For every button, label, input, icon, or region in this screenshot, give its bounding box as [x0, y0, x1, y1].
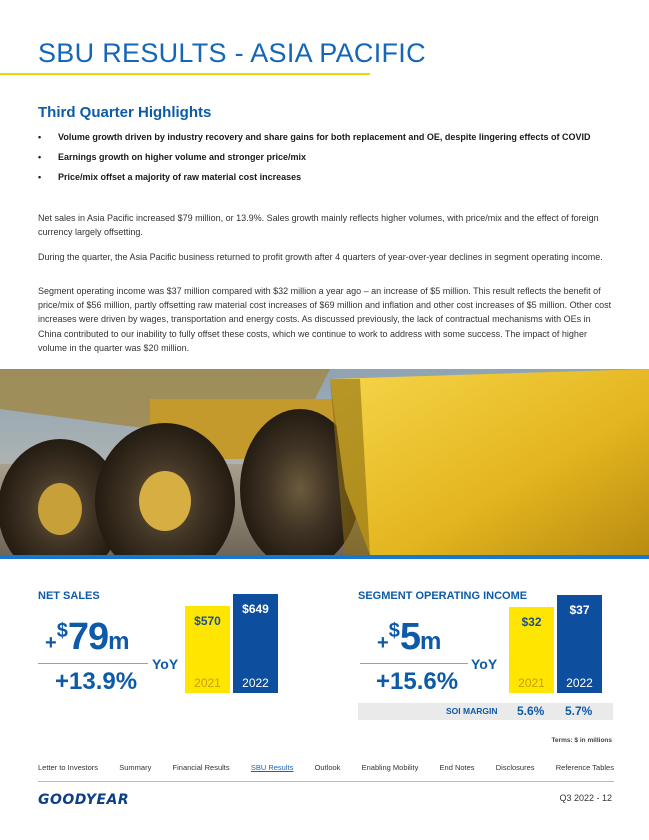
page-title: SBU RESULTS - ASIA PACIFIC [38, 38, 426, 68]
soi-margin-label: SOI MARGIN [446, 706, 498, 716]
nav-sbu-results[interactable]: SBU Results [250, 763, 294, 772]
highlight-item [38, 152, 618, 172]
nav-reference-tables[interactable]: Reference Tables [555, 763, 614, 772]
nav-end-notes[interactable]: End Notes [439, 763, 475, 772]
goodyear-logo [38, 792, 129, 808]
nav-outlook[interactable]: Outlook [314, 763, 341, 772]
net-sales-unit: m [108, 628, 130, 655]
highlight-item [38, 132, 618, 152]
footer-rule [38, 781, 614, 782]
net-sales-bar-2022-year: 2022 [242, 676, 269, 690]
highlight-text: Earnings growth on higher volume and stronger price/mix [58, 152, 307, 162]
soi-margin-2022: 5.7% [565, 704, 593, 718]
soi-margin-row [358, 703, 613, 720]
net-sales-rule [38, 663, 148, 664]
soi-bar-2022 [557, 595, 602, 693]
soi-sign: + [377, 632, 389, 654]
terms-note: Terms: $ in millions [551, 737, 612, 744]
highlight-text: Price/mix offset a majority of raw material cost increases [58, 172, 302, 182]
soi-unit: m [419, 628, 442, 655]
net-sales-yoy: YoY [152, 656, 179, 672]
title-underline [0, 73, 370, 75]
net-sales-bar-2021 [185, 606, 230, 693]
soi-dollar: $ [388, 620, 400, 642]
soi-percent: +15.6% [376, 668, 459, 695]
soi-bar-2022-year: 2022 [566, 676, 593, 690]
highlights-list [38, 132, 618, 192]
soi-heading: SEGMENT OPERATING INCOME [358, 590, 528, 602]
highlight-text: Volume growth driven by industry recovery and share gains for both replacement and OE, despite lingering effects of COVID [58, 132, 591, 142]
highlights-heading: Third Quarter Highlights [38, 104, 212, 121]
net-sales-bar-2021-year: 2021 [194, 676, 221, 690]
soi-bar-2021 [509, 607, 554, 693]
net-sales-heading: NET SALES [38, 590, 100, 602]
net-sales-percent: +13.9% [55, 668, 138, 695]
soi-yoy: YoY [471, 656, 498, 672]
segment-income-paragraph: Segment operating income was $37 million compared with $32 million a year ago – an increase of $5 million. This result reflects the benefit of price/mix of $56 million, partly offsetting raw material cost increases of $69 million and inflation and other cost increases of $5 million. Other cost increases were driven by wages, transportation and energy costs. As discussed previously, the lack of contractual mechanisms with OEs in China contributed to our inability to fully offset these costs, which we continue to work to address with some success. The impact of higher volume in the quarter was $20 million. [38, 286, 612, 353]
footer-nav [38, 763, 614, 772]
bullet-icon: • [38, 172, 42, 182]
soi-change [377, 616, 441, 659]
net-sales-bar-2022-value: $649 [242, 602, 269, 616]
page-number: Q3 2022 - 12 [559, 793, 612, 803]
photo-divider [0, 555, 649, 559]
nav-letter-to-investors[interactable]: Letter to Investors [38, 763, 99, 772]
net-sales-sign: + [45, 632, 57, 654]
net-sales-change [45, 616, 129, 659]
logo-text: GOODYEAR [38, 792, 130, 808]
net-sales-paragraph: Net sales in Asia Pacific increased $79 million, or 13.9%. Sales growth mainly reflects higher volumes, with price/mix and the effect of foreign currency largely offsetting. [38, 213, 599, 238]
net-sales-bar-2021-value: $570 [194, 614, 221, 628]
highlight-item [38, 172, 618, 192]
bullet-icon: • [38, 152, 42, 162]
mining-truck-photo [0, 369, 649, 555]
soi-rule [360, 663, 468, 664]
nav-summary[interactable]: Summary [119, 763, 152, 772]
net-sales-bar-2022 [233, 594, 278, 693]
net-sales-amount: 79 [67, 616, 109, 658]
net-sales-dollar: $ [56, 620, 68, 642]
soi-amount: 5 [399, 616, 420, 658]
profit-growth-paragraph: During the quarter, the Asia Pacific business returned to profit growth after 4 quarters of year-over-year declines in segment operating income. [38, 252, 603, 262]
nav-financial-results[interactable]: Financial Results [172, 763, 230, 772]
nav-enabling-mobility[interactable]: Enabling Mobility [361, 763, 419, 772]
soi-bar-2021-value: $32 [521, 615, 542, 629]
soi-bar-2021-year: 2021 [518, 676, 545, 690]
bullet-icon: • [38, 132, 42, 142]
soi-bar-2022-value: $37 [569, 603, 590, 617]
nav-disclosures[interactable]: Disclosures [495, 763, 535, 772]
soi-margin-2021: 5.6% [517, 704, 545, 718]
